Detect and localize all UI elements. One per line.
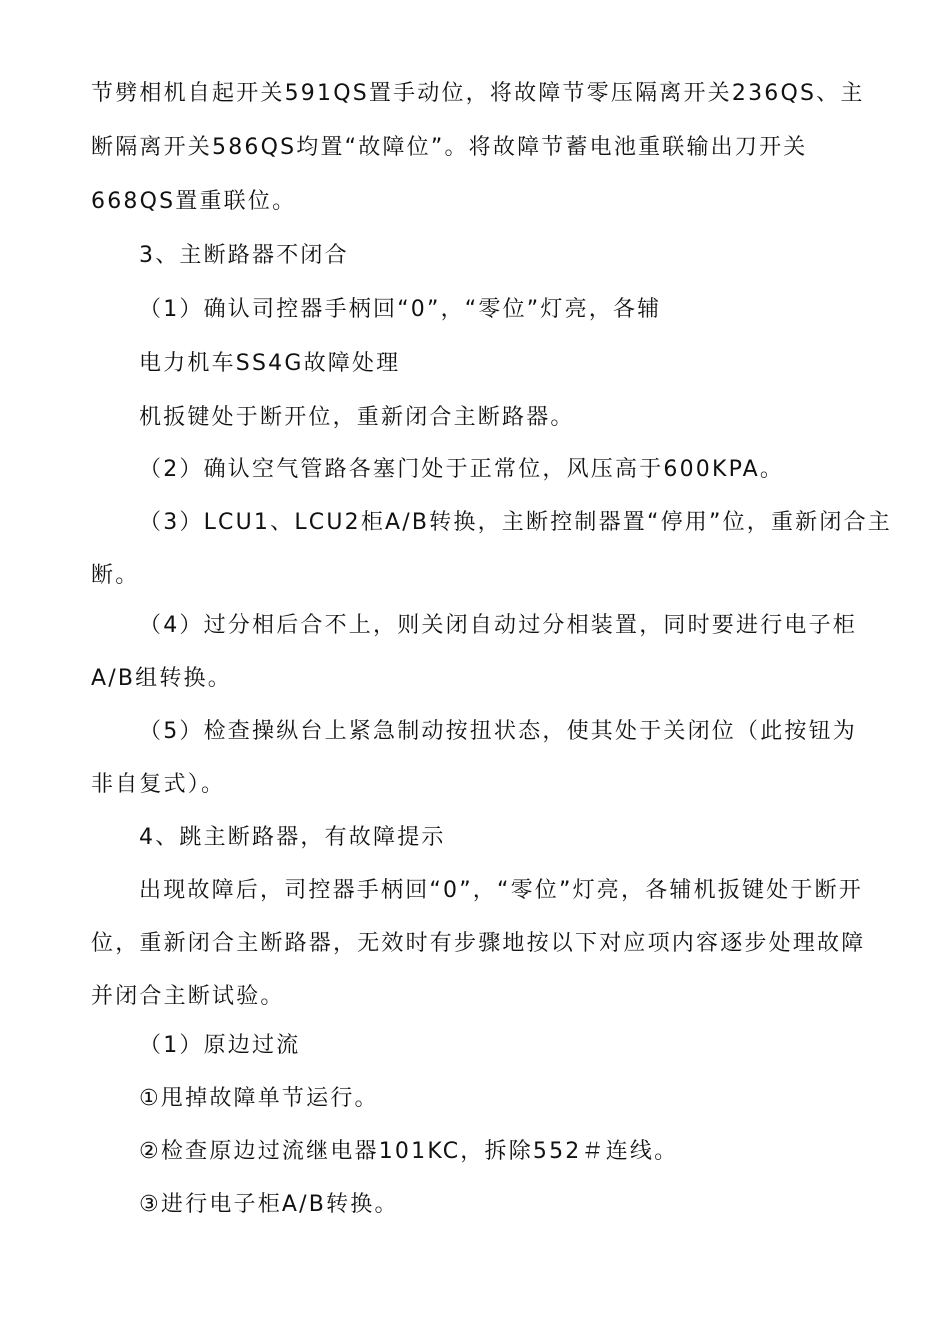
text-line: （2）确认空气管路各塞门处于正常位，风压高于600KPA。 — [139, 457, 785, 482]
text-line: （1）确认司控器手柄回“0”，“零位”灯亮，各辅 — [139, 297, 662, 322]
text-line: 节劈相机自起开关591QS置手动位，将故障节零压隔离开关236QS、主 — [91, 81, 865, 106]
text-line: 机扳键处于断开位，重新闭合主断路器。 — [139, 405, 575, 430]
list-item: ②检查原边过流继电器101KC，拆除552＃连线。 — [139, 1139, 679, 1164]
text-line: （5）检查操纵台上紧急制动按扭状态，使其处于关闭位（此按钮为 — [139, 719, 857, 744]
section-heading: 4、跳主断路器，有故障提示 — [139, 825, 446, 850]
text-line: 668QS置重联位。 — [91, 189, 297, 214]
text-line: 非自复式）。 — [91, 772, 226, 797]
text-line: A/B组转换。 — [91, 666, 232, 691]
text-line: 并闭合主断试验。 — [91, 984, 285, 1009]
list-item: ③进行电子柜A/B转换。 — [139, 1192, 399, 1217]
text-line: （3）LCU1、LCU2柜A/B转换，主断控制器置“停用”位，重新闭合主 — [139, 510, 892, 535]
subsection-heading: （1）原边过流 — [139, 1033, 301, 1058]
text-line: 断。 — [91, 563, 140, 588]
section-heading: 3、主断路器不闭合 — [139, 243, 349, 268]
text-line: 断隔离开关586QS均置“故障位”。将故障节蓄电池重联输出刀开关 — [91, 135, 808, 160]
text-line: 出现故障后，司控器手柄回“0”，“零位”灯亮，各辅机扳键处于断开 — [139, 878, 863, 903]
list-item: ①甩掉故障单节运行。 — [139, 1086, 379, 1111]
text-line: 位，重新闭合主断路器，无效时有步骤地按以下对应项内容逐步处理故障 — [91, 931, 866, 956]
text-line: （4）过分相后合不上，则关闭自动过分相装置，同时要进行电子柜 — [139, 613, 857, 638]
running-title: 电力机车SS4G故障处理 — [139, 351, 401, 376]
